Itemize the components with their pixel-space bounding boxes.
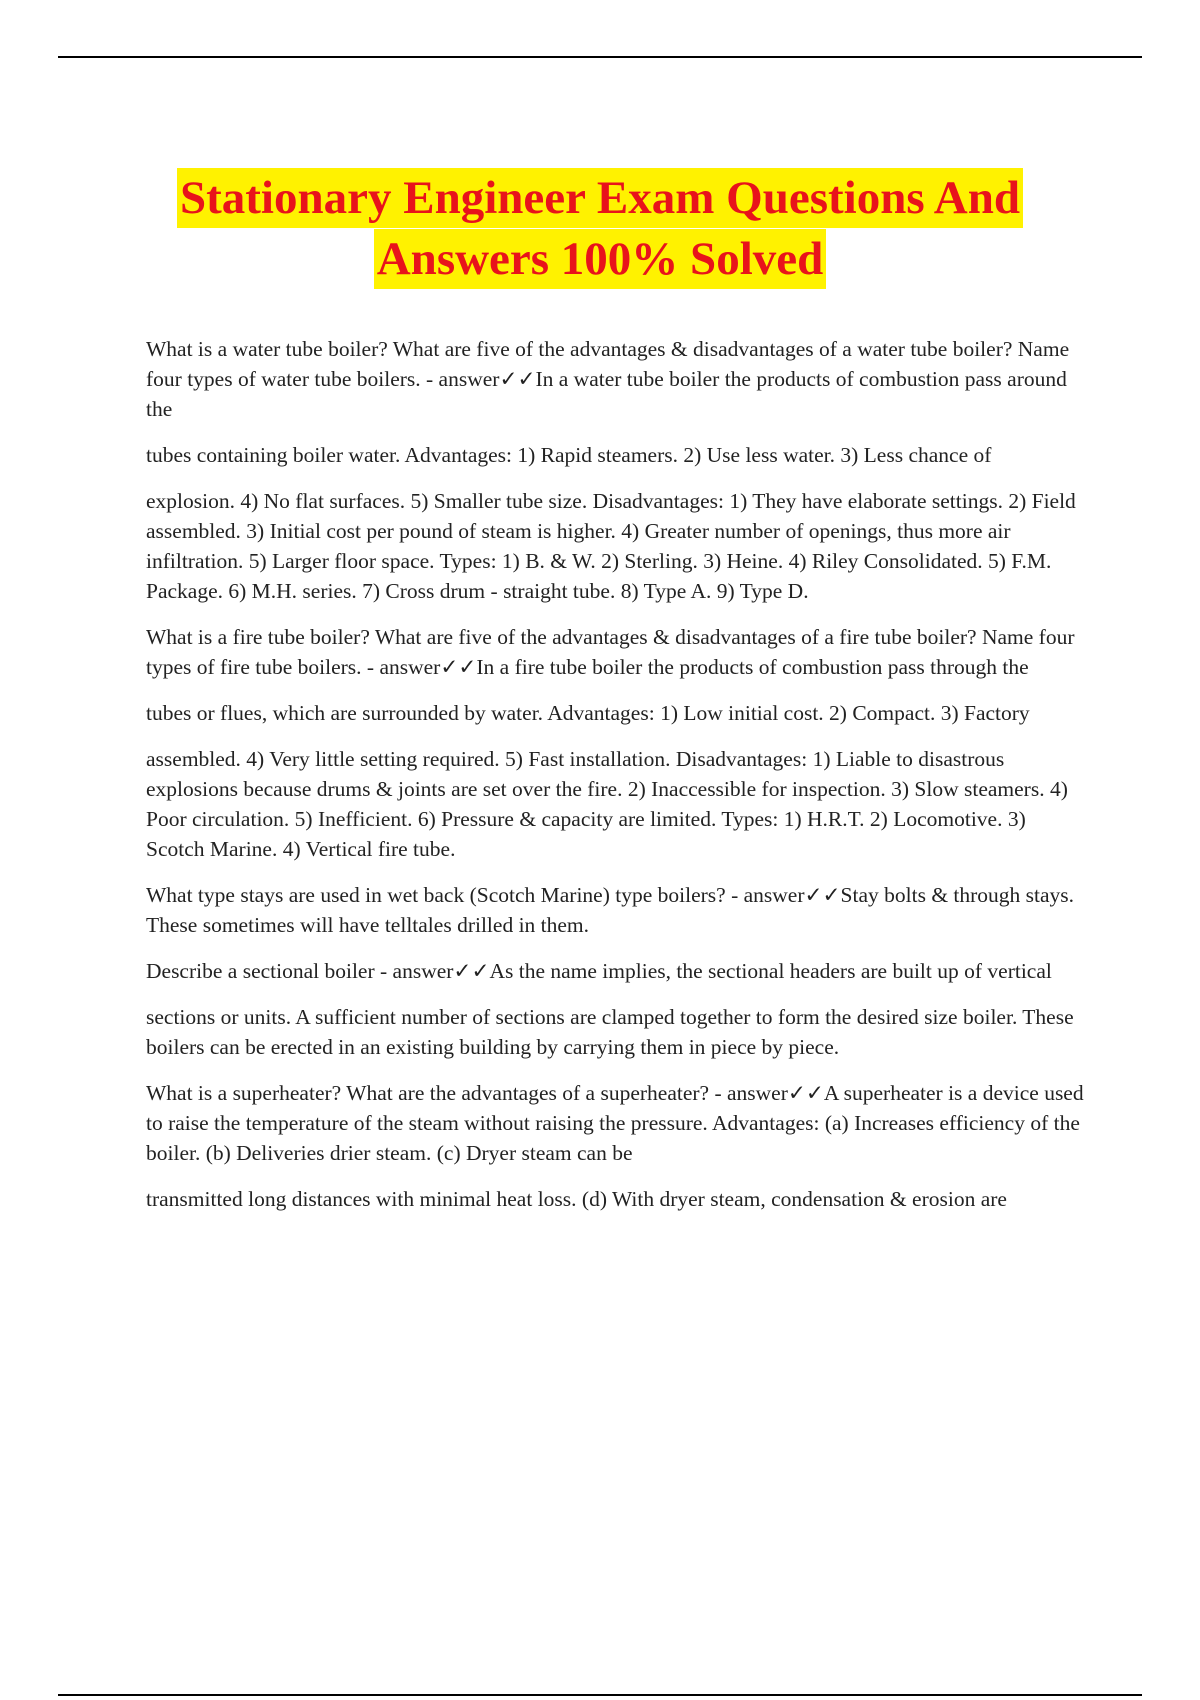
paragraph-water-tube-advantages: tubes containing boiler water. Advantages: 1) Rapid steamers. 2) Use less water. 3) Less chance of bbox=[146, 443, 992, 467]
paragraph-fire-tube-disadvantages: assembled. 4) Very little setting required. 5) Fast installation. Disadvantages: 1) Liable to disastrous explosions because drums & joints are set over the fire. 2) Inaccessible for inspection. 3) Slow steamers. 4) Poor circulation. 5) Inefficient. 6) Pressure & capacity are limited. Types: 1) H.R.T. 2) Locomotive. 3) Scotch Marine. 4) Vertical fire tube. bbox=[146, 747, 1068, 861]
header-rule bbox=[58, 56, 1142, 58]
paragraph-superheater: What is a superheater? What are the advantages of a superheater? - answer✓✓A superheater is a device used to raise the temperature of the steam without raising the pressure. Advantages: (a) Increases efficiency of the boiler. (b) Deliveries drier steam. (c) Dryer steam can be bbox=[146, 1081, 1084, 1165]
document-title bbox=[100, 168, 1100, 290]
paragraph-sectional-boiler-continued: sections or units. A sufficient number of sections are clamped together to form the desired size boiler. These boilers can be erected in an existing building by carrying them in piece by piece. bbox=[146, 1005, 1074, 1059]
paragraph-water-tube-disadvantages: explosion. 4) No flat surfaces. 5) Smaller tube size. Disadvantages: 1) They have elaborate settings. 2) Field assembled. 3) Initial cost per pound of steam is higher. 4) Greater number of openings, thus more air infiltration. 5) Larger floor space. Types: 1) B. & W. 2) Sterling. 3) Heine. 4) Riley Consolidated. 5) F.M. Package. 6) M.H. series. 7) Cross drum - straight tube. 8) Type A. 9) Type D. bbox=[146, 489, 1076, 603]
document-body bbox=[146, 334, 1086, 1230]
paragraph-water-tube-question: What is a water tube boiler? What are five of the advantages & disadvantages of a water tube boiler? Name four types of water tube boilers. - answer✓✓In a water tube boiler the products of combustion pass around the bbox=[146, 337, 1070, 421]
paragraph-fire-tube-question: What is a fire tube boiler? What are five of the advantages & disadvantages of a fire tube boiler? Name four types of fire tube boilers. - answer✓✓In a fire tube boiler the products of combustion pass through the bbox=[146, 625, 1075, 679]
paragraph-stays: What type stays are used in wet back (Scotch Marine) type boilers? - answer✓✓Stay bolts & through stays. These sometimes will have telltales drilled in them. bbox=[146, 883, 1075, 937]
paragraph-sectional-boiler: Describe a sectional boiler - answer✓✓As the name implies, the sectional headers are built up of vertical bbox=[146, 959, 1052, 983]
title-line-2: Answers 100% Solved bbox=[374, 229, 827, 289]
paragraph-fire-tube-advantages: tubes or flues, which are surrounded by water. Advantages: 1) Low initial cost. 2) Compact. 3) Factory bbox=[146, 701, 1030, 725]
paragraph-superheater-continued: transmitted long distances with minimal heat loss. (d) With dryer steam, condensation & erosion are bbox=[146, 1187, 1007, 1211]
footer-rule bbox=[58, 1694, 1142, 1696]
title-line-1: Stationary Engineer Exam Questions And bbox=[177, 168, 1023, 228]
